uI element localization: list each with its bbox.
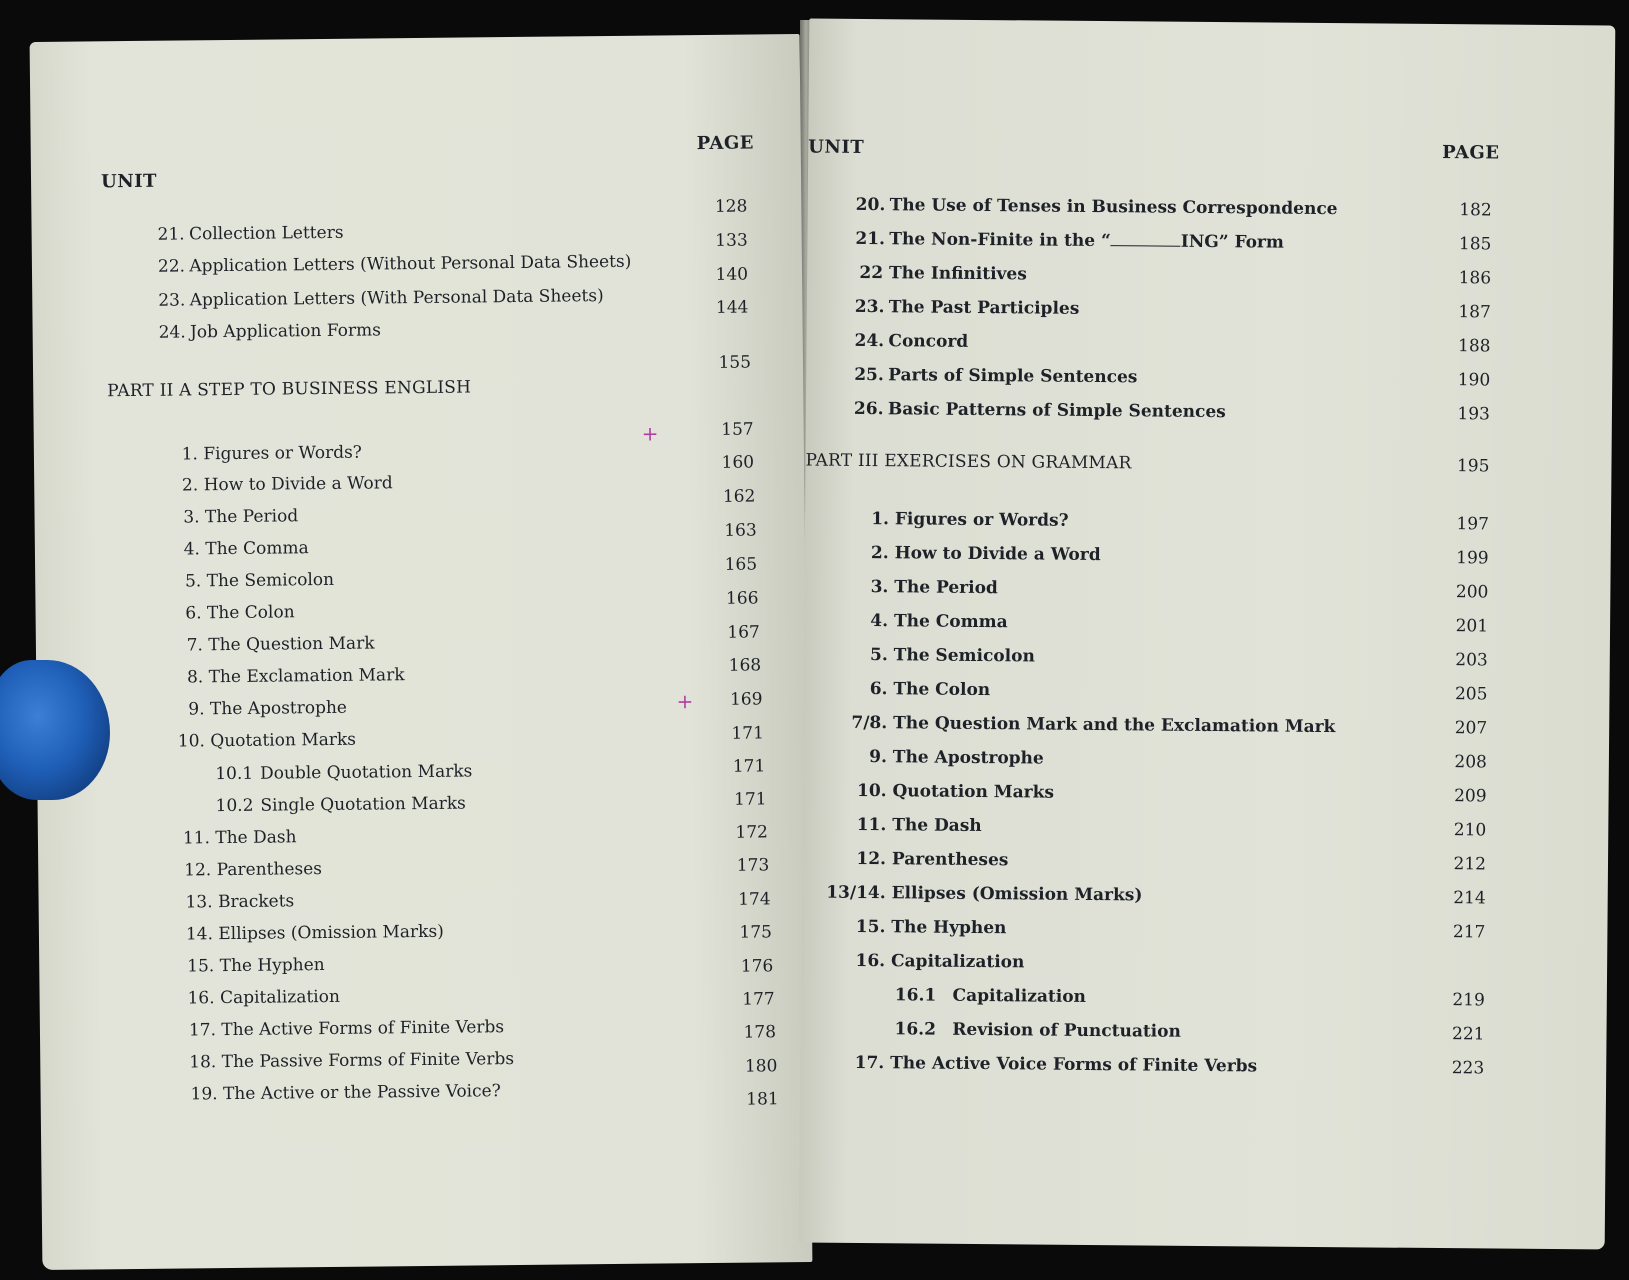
toc-page-number: 175 [739, 922, 773, 943]
left-page [30, 34, 813, 1270]
toc-entry: 12. Parentheses [856, 848, 1009, 871]
toc-page-number: 181 [746, 1089, 779, 1110]
toc-page-number: 200 [1455, 582, 1489, 603]
toc-page-number: 190 [1457, 370, 1491, 391]
toc-entry: 1. Figures or Words? [871, 509, 1069, 531]
toc-entry: 9. The Apostrophe [869, 747, 1044, 769]
toc-entry: 8. The Exclamation Mark [186, 665, 405, 688]
toc-page-number: 177 [742, 989, 775, 1010]
toc-subentry: 16.1 Capitalization [894, 985, 1087, 1007]
toc-page-number: 165 [724, 554, 758, 575]
toc-entry: 26. Basic Patterns of Simple Sentences [853, 398, 1226, 423]
toc-entry: 1. Figures or Words? [181, 442, 362, 465]
toc-entry: 4. The Comma [183, 538, 309, 560]
toc-page-number: 157 [721, 419, 754, 440]
toc-page-number: 186 [1458, 268, 1492, 289]
toc-entry: 19. The Active or the Passive Voice? [190, 1081, 501, 1105]
toc-page-number: 166 [725, 588, 759, 609]
pen-mark: + [641, 421, 659, 446]
toc-entry: 16. Capitalization [187, 986, 340, 1009]
toc-entry: 23. Application Letters (With Personal Data Sheets) [158, 286, 604, 311]
toc-page-number: 217 [1452, 922, 1486, 943]
toc-entry: 7/8. The Question Mark and the Exclamation Mark [851, 712, 1336, 738]
toc-entry: 5. The Semicolon [184, 569, 335, 592]
toc-entry: 21. Collection Letters [157, 222, 344, 245]
toc-entry: 21. The Non-Finite in the “ ING” Form [855, 228, 1285, 253]
toc-page-number: 203 [1455, 650, 1488, 671]
part-page-number: 195 [1456, 456, 1490, 477]
toc-page-number: 128 [714, 196, 748, 217]
toc-subentry: 10.1 Double Quotation Marks [215, 761, 473, 785]
toc-entry: 10. Quotation Marks [177, 729, 357, 752]
toc-page-number: 133 [715, 230, 748, 251]
toc-subentry: 16.2 Revision of Punctuation [894, 1019, 1181, 1042]
toc-entry: 24. Job Application Forms [158, 320, 381, 343]
unit-header: UNIT [808, 136, 865, 158]
toc-page-number: 169 [729, 689, 763, 710]
fill-in-blank [1111, 233, 1181, 247]
toc-entry: 2. How to Divide a Word [181, 473, 393, 496]
toc-page-number: 182 [1459, 200, 1492, 221]
page-header: PAGE [696, 132, 755, 155]
toc-entry: 15. The Hyphen [855, 916, 1007, 939]
toc-page-number: 208 [1454, 752, 1487, 773]
toc-page-number: 171 [731, 723, 764, 744]
pen-mark: + [676, 689, 694, 714]
toc-page-number: 197 [1456, 514, 1490, 535]
toc-entry: 22 The Infinitives [859, 262, 1027, 285]
toc-page-number: 140 [715, 264, 749, 285]
toc-page-number: 167 [727, 622, 760, 643]
toc-entry: 7. The Question Mark [186, 633, 375, 656]
toc-page-number: 209 [1454, 786, 1487, 807]
toc-entry: 9. The Apostrophe [188, 697, 348, 720]
toc-page-number: 193 [1457, 404, 1491, 425]
toc-entry: 15. The Hyphen [187, 955, 325, 977]
toc-entry: 11. The Dash [856, 814, 982, 837]
toc-entry: 13. Brackets [185, 891, 295, 913]
toc-entry: 6. The Colon [185, 602, 295, 624]
part-title: PART II A STEP TO BUSINESS ENGLISH [107, 377, 472, 402]
toc-page-number: 174 [738, 889, 771, 910]
toc-page-number: 212 [1453, 854, 1487, 875]
toc-entry: 17. The Active Forms of Finite Verbs [188, 1017, 505, 1041]
toc-page-number: 162 [722, 486, 756, 507]
unit-header: UNIT [100, 170, 158, 193]
toc-page-number: 185 [1458, 234, 1492, 255]
toc-entry: 10. Quotation Marks [856, 780, 1055, 803]
toc-page-number: 207 [1454, 718, 1488, 739]
toc-page-number: 163 [724, 520, 757, 541]
toc-page-number: 144 [715, 297, 749, 318]
toc-entry: 12. Parentheses [184, 859, 323, 881]
toc-entry: 5. The Semicolon [869, 645, 1035, 667]
toc-page-number: 187 [1458, 302, 1491, 323]
toc-entry: 11. The Dash [182, 827, 297, 849]
toc-entry: 2. How to Divide a Word [870, 543, 1101, 566]
toc-entry: 23. The Past Participles [854, 296, 1080, 319]
toc-entry: 24. Concord [854, 330, 969, 352]
toc-entry: 22. Application Letters (Without Personal Data Sheets) [157, 251, 632, 277]
toc-page-number: 188 [1457, 336, 1491, 357]
toc-entry: 14. Ellipses (Omission Marks) [185, 921, 444, 945]
toc-entry: 18. The Passive Forms of Finite Verbs [189, 1049, 515, 1073]
toc-entry: 3. The Period [183, 506, 299, 528]
toc-entry: 4. The Comma [870, 611, 1008, 633]
toc-page-number: 172 [735, 822, 769, 843]
toc-page-number: 160 [721, 452, 755, 473]
toc-page-number: 199 [1456, 548, 1489, 569]
toc-page-number: 168 [728, 655, 762, 676]
toc-page-number: 214 [1453, 888, 1486, 909]
part-title: PART III EXERCISES ON GRAMMAR [805, 450, 1132, 474]
toc-page-number: 171 [732, 756, 766, 777]
toc-page-number: 180 [744, 1056, 778, 1077]
toc-page-number: 210 [1453, 820, 1487, 841]
toc-page-number: 178 [743, 1022, 777, 1043]
toc-page-number: 176 [740, 956, 774, 977]
page-header: PAGE [1442, 142, 1500, 164]
toc-page-number: 205 [1454, 684, 1488, 705]
toc-entry: 13/14. Ellipses (Omission Marks) [826, 882, 1143, 906]
toc-entry: 17. The Active Voice Forms of Finite Verbs [854, 1052, 1258, 1077]
toc-subentry: 10.2 Single Quotation Marks [215, 793, 466, 817]
toc-entry: 25. Parts of Simple Sentences [854, 364, 1138, 388]
toc-entry: 20. The Use of Tenses in Business Correspondence [855, 194, 1338, 220]
toc-entry: 6. The Colon [869, 679, 991, 701]
toc-entry: 3. The Period [870, 577, 998, 599]
toc-page-number: 201 [1455, 616, 1489, 637]
toc-page-number: 221 [1451, 1024, 1485, 1045]
toc-page-number: 223 [1451, 1058, 1485, 1079]
toc-page-number: 171 [734, 789, 767, 810]
toc-page-number: 219 [1452, 990, 1485, 1011]
toc-page-number: 173 [736, 855, 770, 876]
toc-entry: 16. Capitalization [855, 950, 1025, 973]
part-page-number: 155 [718, 352, 752, 373]
right-page [799, 19, 1616, 1250]
